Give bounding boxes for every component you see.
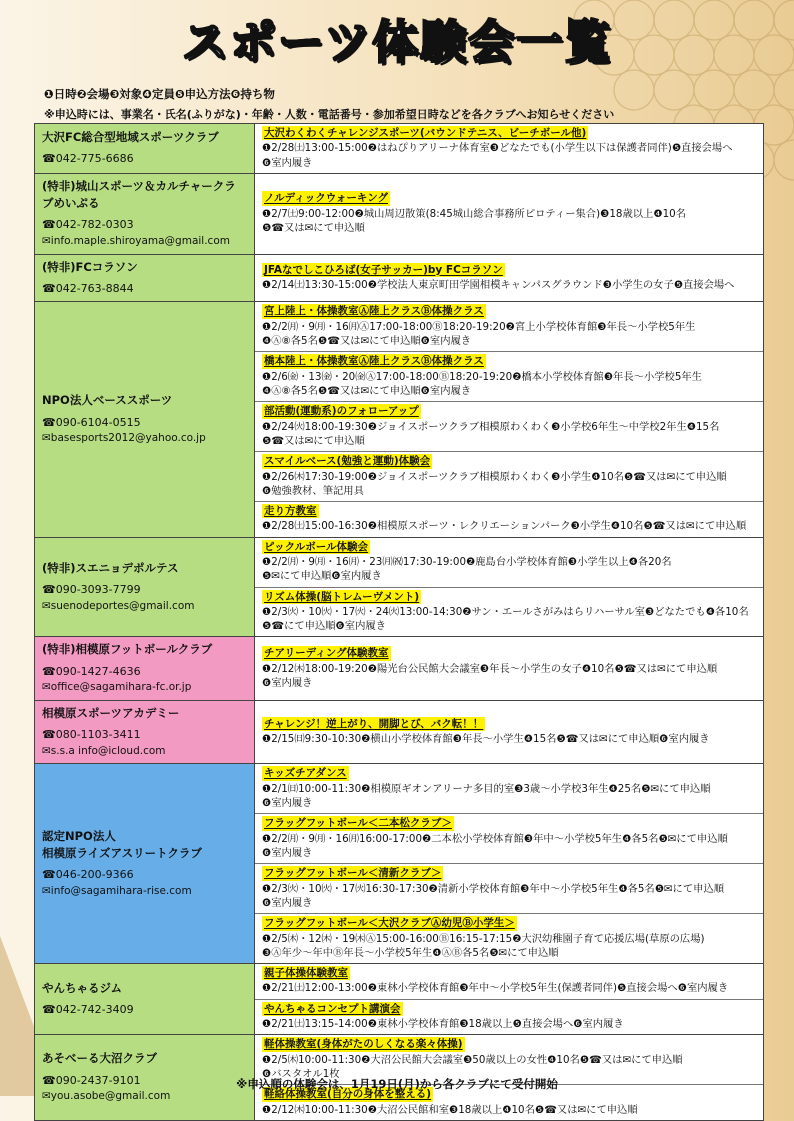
- club-phone: ☎090-3093-7799: [42, 583, 141, 597]
- event-title: スマイルベース(勉強と運動)体験会: [264, 455, 431, 468]
- event-title: 軽体操教室(身体がたのしくなる楽々体操): [264, 1038, 463, 1051]
- club-row: [35, 173, 764, 254]
- club-name: (特非)FCコラソン: [42, 259, 138, 274]
- event-item: [255, 402, 763, 452]
- event-title: ノルディックウォーキング: [264, 192, 389, 205]
- event-item: [255, 715, 763, 750]
- club-name: 相模原スポーツアカデミー: [42, 705, 180, 720]
- club-events: [255, 764, 764, 964]
- club-email: ✉basesports2012@yahoo.co.jp: [42, 432, 206, 445]
- club-name: やんちゃるジム: [42, 980, 123, 995]
- club-row: [35, 963, 764, 1034]
- club-events: [255, 302, 764, 537]
- club-info: [35, 963, 255, 1034]
- event-details: ❶2/2㈪・9㈪・16㈪Ⓐ17:00-18:00Ⓑ18:20-19:20❷宮上小学校体育館❸年長～小学校5年生 ❹Ⓐ⑧各5名❺☎又は✉にて申込順❻室内履き: [262, 320, 696, 348]
- club-phone: ☎042-775-6686: [42, 152, 134, 166]
- club-info: [35, 637, 255, 701]
- event-title: JFAなでしこひろば(女子サッカー)by FCコラソン: [264, 263, 503, 276]
- club-name: 認定NPO法人 相模原ライズアスリートクラブ: [42, 828, 202, 861]
- club-info: [35, 537, 255, 637]
- event-title: 親子体操体験教室: [264, 966, 348, 979]
- club-name: (特非)城山スポーツ＆カルチャークラブめいぷる: [42, 178, 236, 211]
- event-details: ❶2/21㈯12:00-13:00❷東林小学校体育館❸年中～小学校5年生(保護者同伴)❺直接会場へ❻室内履き: [262, 982, 729, 995]
- application-note: ※申込時には、事業名・氏名(ふりがな)・年齢・人数・電話番号・参加希望日時などを各クラブへお知らせください: [44, 108, 615, 121]
- event-details: ❶2/28㈯15:00-16:30❷相模原スポーツ・レクリエーションパーク❸小学生❹10名❺☎又は✉にて申込順: [262, 520, 747, 533]
- club-phone: ☎090-6104-0515: [42, 415, 141, 429]
- club-info: [35, 173, 255, 254]
- event-item: [255, 814, 763, 864]
- event-title: フラッグフットボール＜清新クラブ＞: [264, 867, 442, 880]
- event-item: [255, 864, 763, 914]
- event-title: 宮上陸上・体操教室Ⓐ陸上クラスⒷ体操クラス: [264, 305, 484, 318]
- club-events: [255, 124, 764, 174]
- club-phone: ☎046-200-9366: [42, 868, 134, 882]
- event-title: 橋本陸上・体操教室Ⓐ陸上クラスⒷ体操クラス: [264, 355, 484, 368]
- registration-start-note: ※申込順の体験会は、1月19日(月)から各クラブにて受付開始: [236, 1077, 558, 1091]
- club-phone: ☎080-1103-3411: [42, 728, 141, 742]
- event-details: ❶2/15㈰9:30-10:30❷横山小学校体育館❸年長～小学生❹15名❺☎又は✉にて申込順❻室内履き: [262, 733, 710, 746]
- event-item: [255, 261, 763, 296]
- event-item: [255, 189, 763, 238]
- event-title: やんちゃるコンセプト講演会: [264, 1002, 401, 1015]
- event-details: ❶2/2㈪・9㈪・16㈪・23㈪㈷17:30-19:00❷鹿島台小学校体育館❸小学生以上❹各20名 ❺✉にて申込順❻室内履き: [262, 556, 672, 583]
- event-details: ❶2/21㈯13:15-14:00❷東林小学校体育館❸18歳以上❺直接会場へ❻室内履き: [262, 1018, 624, 1031]
- club-events: [255, 173, 764, 254]
- legend: ❶日時❷会場❸対象❹定員❺申込方法❻持ち物: [44, 87, 275, 101]
- club-name: 大沢FC総合型地域スポーツクラブ: [42, 130, 219, 145]
- event-item: [255, 452, 763, 502]
- event-details: ❶2/2㈪・9㈪・16㈪16:00-17:00❷二本松小学校体育館❸年中～小学校5年生❹各5名❺✉にて申込順 ❻室内履き: [262, 832, 728, 859]
- event-details: ❶2/26㈭17:30-19:00❷ジョイスポーツクラブ相模原わくわく❸小学生❹10名❺☎又は✉にて申込順 ❻勉強教材、筆記用具: [262, 470, 727, 497]
- club-row: [35, 254, 764, 302]
- experience-table: [34, 123, 764, 1121]
- event-title: 大沢わくわくチャレンジスポーツ(バウンドテニス、ビーチボール他): [264, 127, 587, 139]
- event-title: 軽絡体操教室(自分の身体を整える): [264, 1088, 432, 1101]
- club-events: [255, 700, 764, 764]
- event-details: ❶2/5㈭・12㈭・19㈭Ⓐ15:00-16:00Ⓑ16:15-17:15❷大沢幼稚園子育て応援広場(草原の広場) ❸Ⓐ年少～年中Ⓑ年長～小学校5年生❹ⒶⒷ各5名❺✉にて申込順: [262, 932, 705, 959]
- club-row: [35, 700, 764, 764]
- event-title: フラッグフットボール＜二本松クラブ＞: [264, 817, 452, 830]
- event-details: ❶2/14㈯13:30-15:00❷学校法人東京町田学園相模キャンパスグラウンド❸小学生の女子❺直接会場へ: [262, 279, 735, 292]
- club-events: [255, 963, 764, 1034]
- club-row: [35, 537, 764, 637]
- event-item: [255, 644, 763, 693]
- event-title: リズム体操(脳トレムーヴメント): [264, 590, 420, 603]
- club-info: [35, 700, 255, 764]
- club-email: ✉office@sagamihara-fc.or.jp: [42, 681, 192, 694]
- club-email: ✉you.asobe@gmail.com: [42, 1090, 171, 1103]
- club-row: [35, 124, 764, 174]
- event-details: ❶2/5㈭10:00-11:30❷大沼公民館大会議室❸50歳以上の女性❹10名❺☎又は✉にて申込順 ❻バスタオル1枚: [262, 1053, 683, 1081]
- event-title: チャレンジ！逆上がり、開脚とび、バク転！！: [264, 717, 484, 730]
- event-details: ❶2/6㈮・13㈮・20㈮Ⓐ17:00-18:00Ⓑ18:20-19:20❷橋本小学校体育館❸年長～小学校5年生 ❹Ⓐ⑧各5名❺☎又は✉にて申込順❻室内履き: [262, 370, 702, 397]
- event-item: [255, 124, 763, 173]
- club-info: [35, 254, 255, 302]
- event-item: [255, 352, 763, 402]
- event-title: 走り方教室: [264, 504, 317, 517]
- event-title: チアリーディング体験教室: [264, 647, 389, 660]
- event-details: ❶2/7㈯9:00-12:00❷城山周辺散策(8:45城山総合事務所ピロティー集合)❸18歳以上❹10名 ❺☎又は✉にて申込順: [262, 207, 686, 234]
- event-item: [255, 964, 763, 1000]
- event-details: ❶2/12㈭18:00-19:20❷陽光台公民館大会議室❸年長～小学生の女子❹10名❺☎又は✉にて申込順 ❻室内履き: [262, 662, 718, 689]
- club-info: [35, 302, 255, 537]
- event-title: フラッグフットボール＜大沢クラブⒶ幼児Ⓑ小学生＞: [264, 917, 515, 930]
- page-title: スポーツ体験会一覧: [181, 15, 613, 69]
- club-events: [255, 254, 764, 302]
- club-row: [35, 302, 764, 537]
- event-details: ❶2/12㈭10:00-11:30❷大沼公民館和室❸18歳以上❹10名❺☎又は✉にて申込順: [262, 1103, 638, 1116]
- event-item: [255, 914, 763, 963]
- club-email: ✉s.s.a info@icloud.com: [42, 744, 166, 757]
- event-details: ❶2/1㈰10:00-11:30❷相模原ギオンアリーナ多目的室❸3歳～小学校3年生❹25名❺✉にて申込順 ❻室内履き: [262, 782, 711, 810]
- event-item: [255, 764, 763, 814]
- event-item: [255, 588, 763, 637]
- club-name: (特非)スエニョデポルテス: [42, 560, 179, 575]
- club-name: NPO法人ベーススポーツ: [42, 393, 173, 408]
- club-phone: ☎090-1427-4636: [42, 664, 141, 678]
- club-info: [35, 124, 255, 174]
- event-details: ❶2/24㈫18:00-19:30❷ジョイスポーツクラブ相模原わくわく❸小学校6年生～中学校2年生❹15名 ❺☎又は✉にて申込順: [262, 420, 720, 447]
- event-item: [255, 1000, 763, 1035]
- club-email: ✉info@sagamihara-rise.com: [42, 884, 192, 897]
- club-name: (特非)相模原フットボールクラブ: [42, 642, 213, 657]
- club-name: あそべーる大沼クラブ: [42, 1051, 157, 1066]
- event-title: ピックルボール体験会: [264, 540, 369, 553]
- event-title: キッズチアダンス: [264, 767, 347, 780]
- club-phone: ☎042-782-0303: [42, 218, 134, 232]
- event-item: [255, 538, 763, 588]
- event-item: [255, 302, 763, 352]
- event-item: [255, 502, 763, 537]
- club-phone: ☎090-2437-9101: [42, 1073, 141, 1087]
- club-events: [255, 637, 764, 701]
- club-phone: ☎042-742-3409: [42, 1003, 134, 1017]
- event-details: ❶2/28㈯13:00-15:00❷はねぴりアリーナ体育室❸どなたでも(小学生以下は保護者同伴)❺直接会場へ ❻室内履き: [262, 142, 733, 169]
- club-info: [35, 764, 255, 964]
- club-row: [35, 637, 764, 701]
- club-events: [255, 537, 764, 637]
- club-email: ✉suenodeportes@gmail.com: [42, 599, 195, 612]
- event-details: ❶2/3㈫・10㈫・17㈫16:30-17:30❷清新小学校体育館❸年中～小学校5年生❹各5名❺✉にて申込順 ❻室内履き: [262, 882, 725, 909]
- club-phone: ☎042-763-8844: [42, 281, 134, 295]
- club-email: ✉info.maple.shiroyama@gmail.com: [42, 234, 230, 247]
- event-title: 部活動(運動系)のフォローアップ: [264, 405, 419, 418]
- club-row: [35, 764, 764, 964]
- event-details: ❶2/3㈫・10㈫・17㈫・24㈫13:00-14:30❷サン・エールさがみはらリハーサル室❸どなたでも❹各10名 ❺☎にて申込順❻室内履き: [262, 606, 749, 633]
